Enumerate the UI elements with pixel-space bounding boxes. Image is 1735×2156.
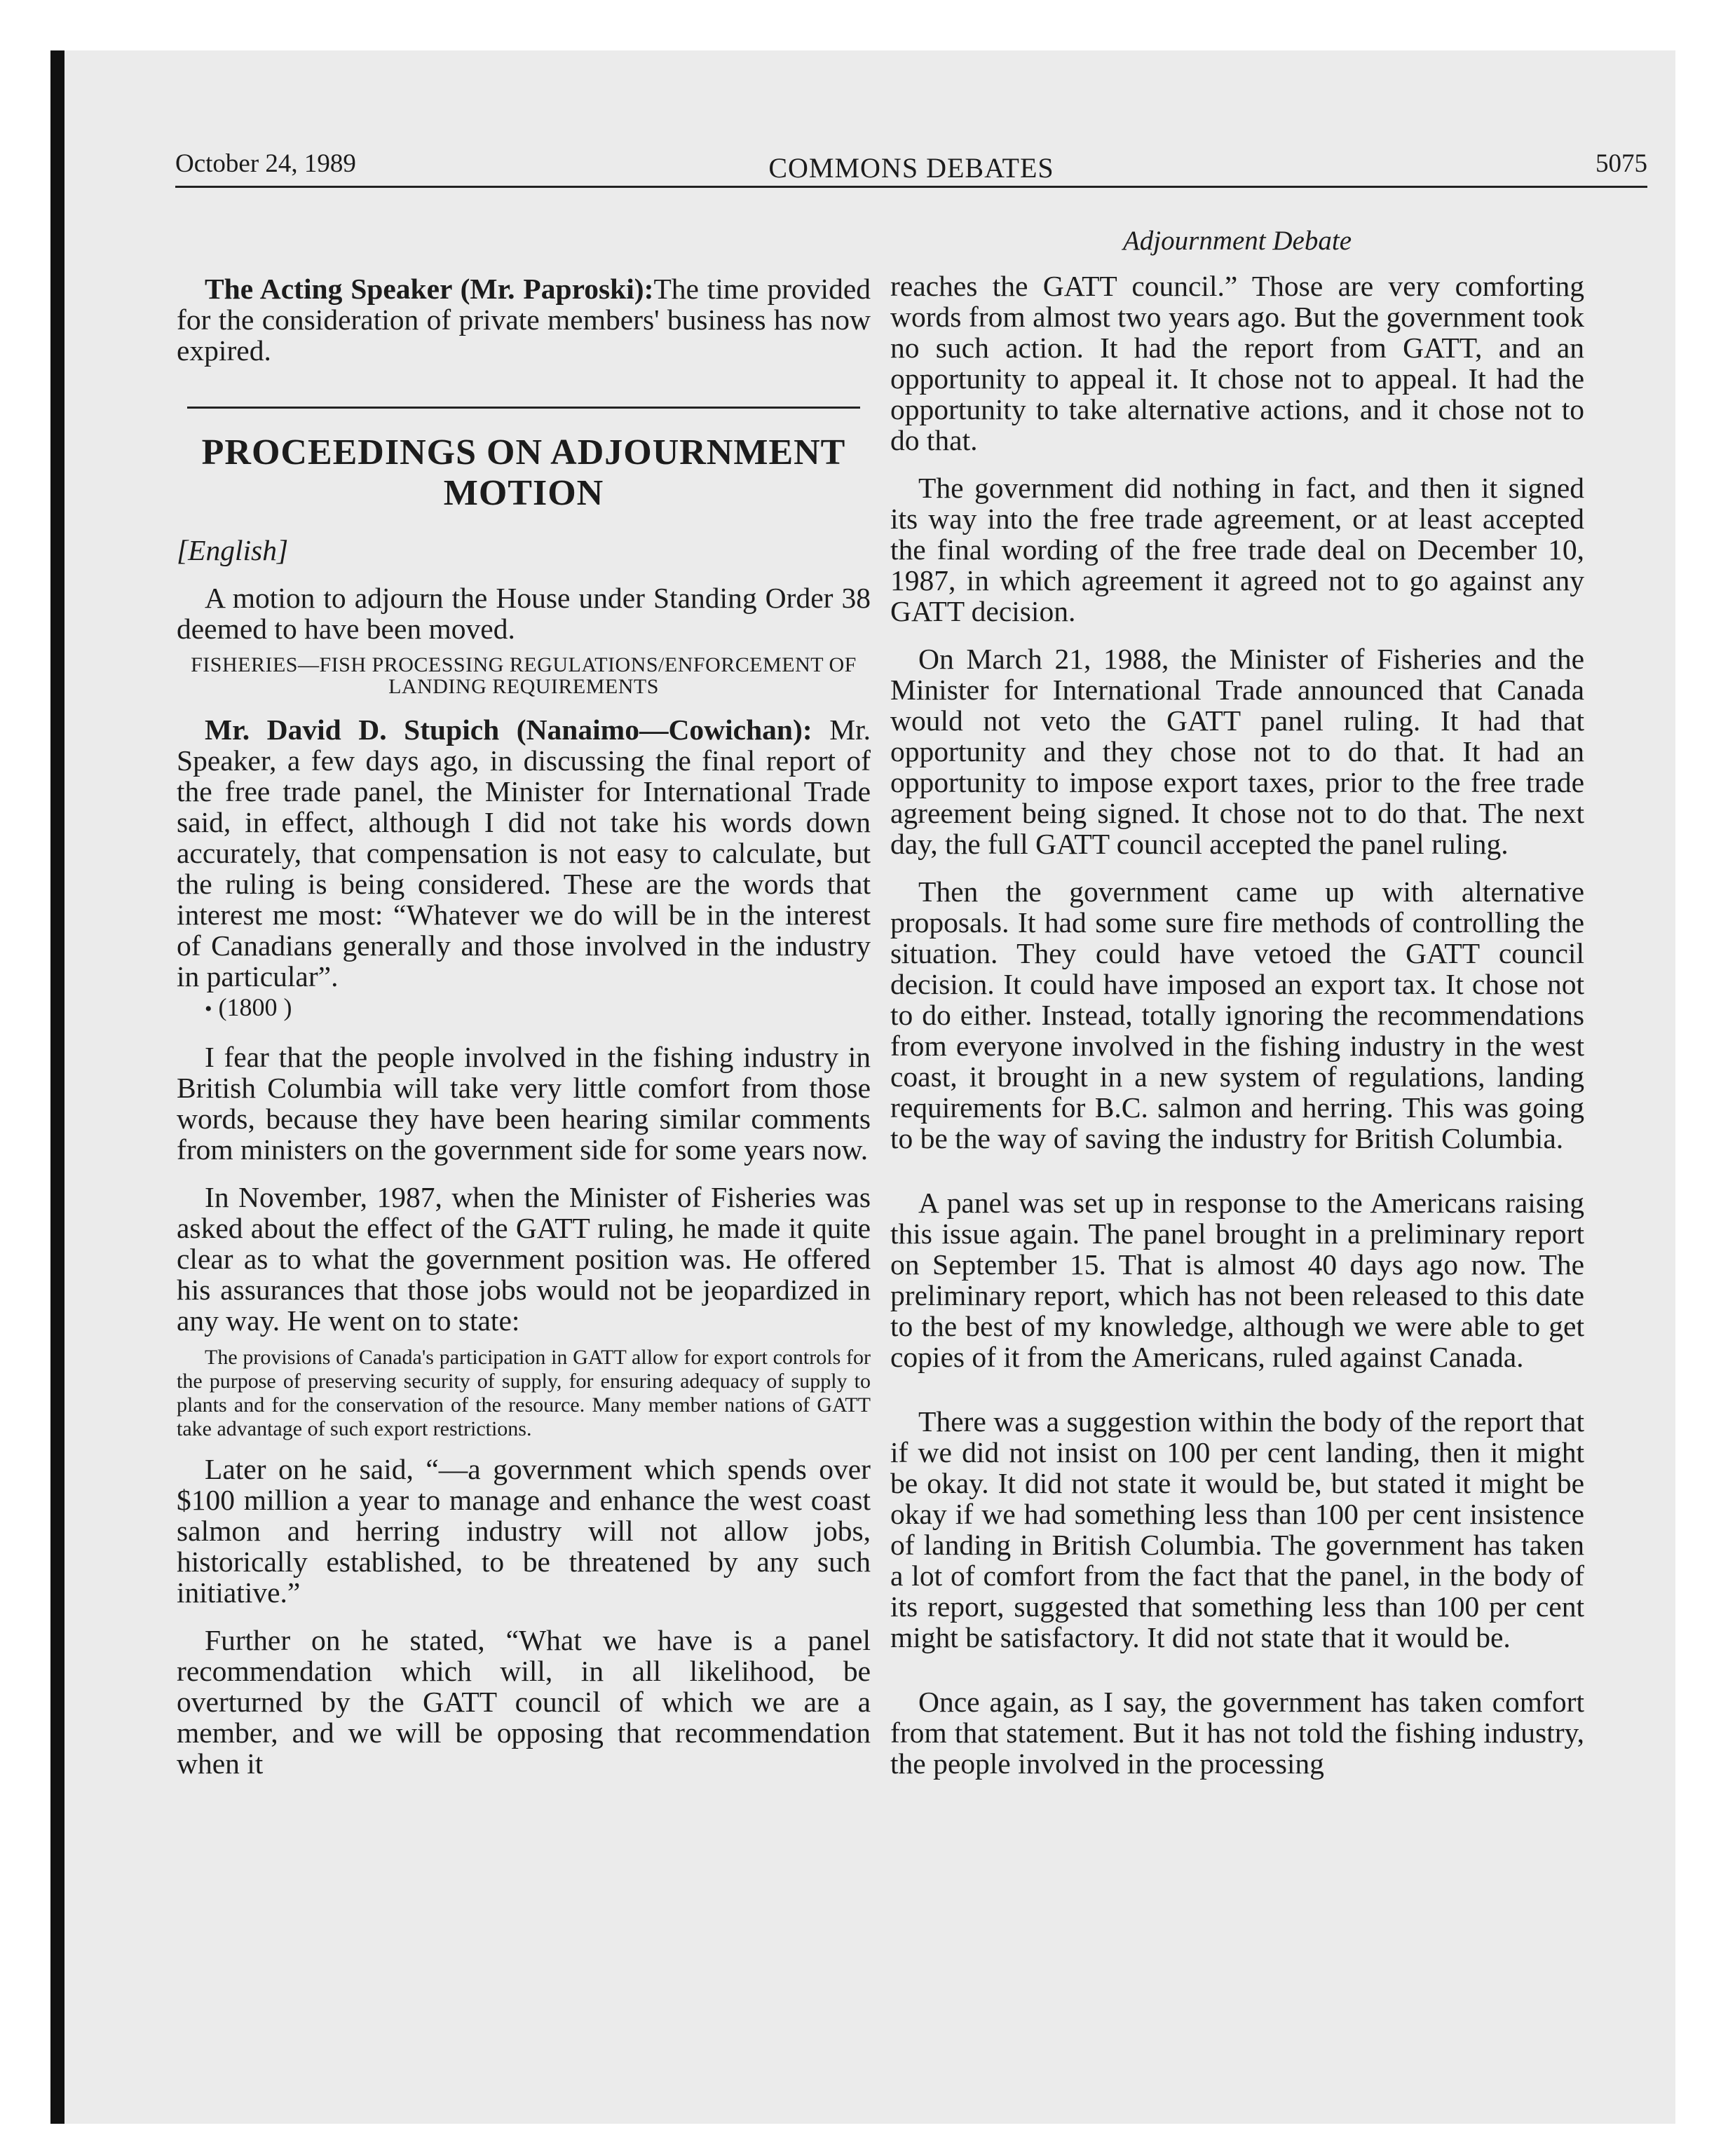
column-title: Adjournment Debate xyxy=(1122,226,1352,256)
header-title: COMMONS DEBATES xyxy=(768,152,1054,184)
bullet-icon: • xyxy=(205,997,212,1021)
debate-subheading: FISHERIES—FISH PROCESSING REGULATIONS/ENFORCEMENT OF LANDING REQUIREMENTS xyxy=(191,653,857,698)
speaker-name: Mr. David D. Stupich (Nanaimo—Cowichan): xyxy=(205,714,812,746)
body-paragraph: Later on he said, “—a government which spends over $100 million a year to manage and enhance the west coast salmon and herring industry will not allow jobs, historically established, to be threatened by any such initiative.” xyxy=(177,1453,871,1609)
time-marker xyxy=(177,992,871,1025)
section-title: PROCEEDINGS ON ADJOURNMENT MOTION xyxy=(201,432,846,513)
body-paragraph: The government did nothing in fact, and then it signed its way into the free trade agreement, or at least accepted the final wording of the free trade deal on December 10, 1987, in which agreement it agreed not to go against any GATT decision. xyxy=(890,472,1584,627)
section-divider xyxy=(187,407,860,409)
page-header xyxy=(175,149,1647,191)
header-date: October 24, 1989 xyxy=(175,149,356,178)
speaker-text: The time provided for the consideration of private members' business has now expired. xyxy=(177,273,871,367)
right-column xyxy=(890,226,1584,1779)
left-column xyxy=(177,273,871,1779)
body-paragraph: Further on he stated, “What we have is a panel recommendation which will, in all likelihood, be overturned by the GATT council of which we are a member, and we will be opposing that recommendation when it xyxy=(177,1624,871,1780)
body-paragraph: On March 21, 1988, the Minister of Fisheries and the Minister for International Trade announced that Canada would not veto the GATT panel ruling. It had that opportunity and they chose not to do that. It had an opportunity to impose export taxes, prior to the free trade agreement being signed. It chose not to do that. The next day, the full GATT council accepted the panel ruling. xyxy=(890,643,1584,860)
header-page-number: 5075 xyxy=(1595,149,1647,178)
body-paragraph: Then the government came up with alternative proposals. It had some sure fire methods of controlling the situation. They could have vetoed the GATT council decision. It could have imposed an export tax. It chose not to do either. Instead, totally ignoring the recommendations from everyone involved in the fishing industry in the west coast, it brought in a new system of regulations, landing requirements for B.C. salmon and herring. This was going to be the way of saving the industry for British Columbia. xyxy=(890,875,1584,1154)
time-marker-text: (1800 ) xyxy=(218,993,292,1021)
header-rule xyxy=(175,186,1647,188)
body-paragraph: There was a suggestion within the body of the report that if we did not insist on 100 per cent landing, then it might be okay. It did not state it would be, but stated it might be okay if we had something less than 100 per cent insistence of landing in British Columbia. The government has taken a lot of comfort from the fact that the panel, in the body of its report, suggested that something less than 100 per cent might be satisfactory. It did not state that it would be. xyxy=(890,1405,1584,1653)
body-paragraph: Once again, as I say, the government has taken comfort from that statement. But it has not told the fishing industry, the people involved in the processing xyxy=(890,1686,1584,1780)
motion-paragraph: A motion to adjourn the House under Standing Order 38 deemed to have been moved. xyxy=(177,582,871,645)
block-quote: The provisions of Canada's participation in GATT allow for export controls for the purpose of preserving security of supply, for ensuring adequacy of supply to plants and for the conservation of the resource. Many member nations of GATT take advantage of such export restrictions. xyxy=(177,1346,871,1440)
language-tag: [English] xyxy=(177,534,289,566)
acting-speaker-paragraph xyxy=(177,273,871,366)
speaker-name: The Acting Speaker (Mr. Paproski): xyxy=(205,273,654,305)
body-paragraph: I fear that the people involved in the fishing industry in British Columbia will take very little comfort from those words, because they have been hearing similar comments from ministers on the government side for some years now. xyxy=(177,1041,871,1166)
stupich-paragraph xyxy=(177,714,871,992)
scanned-page xyxy=(50,50,1675,2124)
body-paragraph: In November, 1987, when the Minister of Fisheries was asked about the effect of the GATT ruling, he made it quite clear as to what the government position was. He offered his assurances that those jobs would not be jeopardized in any way. He went on to state: xyxy=(177,1181,871,1337)
body-paragraph: reaches the GATT council.” Those are very comforting words from almost two years ago. But the government took no such action. It had the report from GATT, and an opportunity to appeal it. It chose not to appeal. It had the opportunity to take alternative actions, and it chose not to do that. xyxy=(890,270,1584,456)
speaker-text: Mr. Speaker, a few days ago, in discussing the final report of the free trade panel, the Minister for International Trade said, in effect, although I did not take his words down accurately, that compensation is not easy to calculate, but the ruling is being considered. These are the words that interest me most: “Whatever we do will be in the interest of Canadians generally and those involved in the industry in particular”. xyxy=(177,714,871,992)
body-paragraph: A panel was set up in response to the Americans raising this issue again. The panel brought in a preliminary report on September 15. That is almost 40 days ago now. The preliminary report, which has not been released to this date to the best of my knowledge, although we were able to get copies of it from the Americans, ruled against Canada. xyxy=(890,1187,1584,1373)
